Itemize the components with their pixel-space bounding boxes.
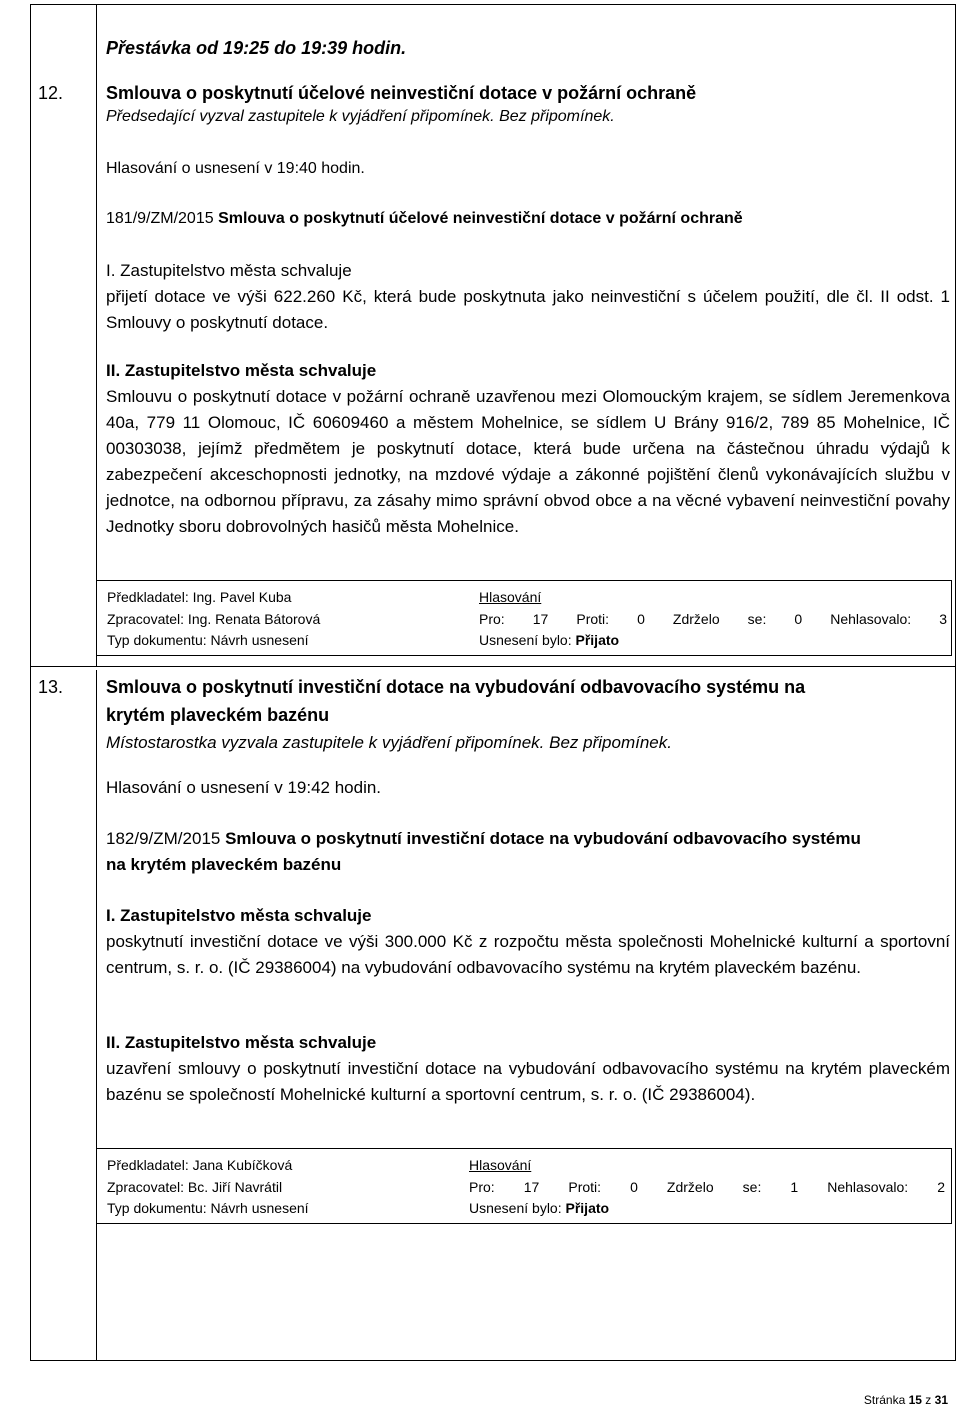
- vote-time: Hlasování o usnesení v 19:40 hodin.: [106, 160, 365, 177]
- proposer: Předkladatel: Jana Kubíčková: [107, 1157, 293, 1173]
- document-type: Typ dokumentu: Návrh usnesení: [107, 1200, 309, 1216]
- result-label: Usnesení bylo:: [479, 632, 576, 648]
- result-value: Přijato: [575, 632, 620, 648]
- number-column-divider: [96, 4, 97, 666]
- vote-time: Hlasování o usnesení v 19:42 hodin.: [106, 778, 382, 797]
- vote-result: [469, 1198, 609, 1219]
- page-total: 31: [934, 1393, 948, 1407]
- processor: Zpracovatel: Bc. Jiří Navrátil: [107, 1179, 283, 1195]
- resolution-number: 182/9/ZM/2015: [106, 829, 221, 848]
- item-title-line1: Smlouva o poskytnutí investiční dotace na vybudování odbavovacího systému na: [106, 677, 806, 697]
- resolution-info-box: [96, 1148, 952, 1224]
- resolution-heading: [106, 206, 743, 232]
- section-divider: [30, 666, 956, 667]
- break-notice: Přestávka od 19:25 do 19:39 hodin.: [106, 38, 407, 58]
- part1-heading: I. Zastupitelstvo města schvaluje: [106, 261, 352, 280]
- number-column-divider: [96, 670, 97, 1361]
- result-value: Přijato: [565, 1200, 610, 1216]
- part2-heading: II. Zastupitelstvo města schvaluje: [106, 361, 377, 380]
- part2-heading: II. Zastupitelstvo města schvaluje: [106, 1033, 377, 1052]
- resolution-info-box: [96, 580, 952, 656]
- page-current: 15: [908, 1393, 922, 1407]
- part2-text: Smlouvu o poskytnutí dotace v požární ochraně uzavřenou mezi Olomouckým krajem, se sídlem Jeremenkova 40a, 779 11 Olomouc, IČ 60609460 a městem Mohelnice, se sídlem U Brány 916/2, 789 85 Mohelnice, IČ 00303038, jejímž předmětem je poskytnutí dotace, která bude určena na částečnou úhradu výdajů k zabezpečení akceschopnosti jednotky, na mzdové výdaje a zákonné pojištění členů vykonávajících službu v jednotce, na odbornou přípravu, za zásahy mimo správní obvod obce a na věcné vybavení neinvestiční povahy Jednotky sboru dobrovolných hasičů města Mohelnice.: [106, 387, 950, 536]
- resolution-title: Smlouva o poskytnutí účelové neinvestiční dotace v požární ochraně: [218, 210, 743, 227]
- vote-counts: Pro: 17 Proti: 0 Zdrželo se: 0 Nehlasovalo: 3: [479, 611, 947, 627]
- document-type: Typ dokumentu: Návrh usnesení: [107, 632, 309, 648]
- part1-heading: I. Zastupitelstvo města schvaluje: [106, 906, 372, 925]
- vote-heading: Hlasování: [479, 589, 542, 605]
- resolution-title-line1: Smlouva o poskytnutí investiční dotace na vybudování odbavovacího systému: [225, 829, 861, 848]
- item-number: 13.: [38, 677, 64, 697]
- part1-text: poskytnutí investiční dotace ve výši 300.000 Kč z rozpočtu města společnosti Mohelnické kulturní a sportovní centrum, s. r. o. (IČ 29386004) na vybudování odbavovacího systému na krytém plaveckém bazénu.: [106, 932, 950, 977]
- item-note: Místostarostka vyzvala zastupitele k vyjádření připomínek. Bez připomínek.: [106, 733, 672, 752]
- part1-text: přijetí dotace ve výši 622.260 Kč, která bude poskytnuta jako neinvestiční s účelem použití, dle čl. II odst. 1 Smlouvy o poskytnutí dotace.: [106, 287, 950, 332]
- result-label: Usnesení bylo:: [469, 1200, 566, 1216]
- resolution-number: 181/9/ZM/2015: [106, 210, 214, 227]
- vote-heading: Hlasování: [469, 1157, 532, 1173]
- resolution-title-line2: na krytém plaveckém bazénu: [106, 855, 342, 874]
- item-title: Smlouva o poskytnutí účelové neinvestiční dotace v požární ochraně: [106, 83, 697, 103]
- page-number: [864, 1393, 948, 1407]
- page-prefix: Stránka: [863, 1393, 909, 1407]
- part2-text: uzavření smlouvy o poskytnutí investiční dotace na vybudování odbavovacího systému na krytém plaveckém bazénu se společností Mohelnické kulturní a sportovní centrum, s. r. o. (IČ 29386004).: [106, 1059, 950, 1104]
- proposer: Předkladatel: Ing. Pavel Kuba: [107, 589, 292, 605]
- item-number: 12.: [38, 83, 64, 103]
- item-note: Předsedající vyzval zastupitele k vyjádření připomínek. Bez připomínek.: [106, 108, 615, 125]
- item-title-line2: krytém plaveckém bazénu: [106, 705, 330, 725]
- vote-counts: Pro: 17 Proti: 0 Zdrželo se: 1 Nehlasovalo: 2: [469, 1179, 945, 1195]
- vote-result: [479, 630, 619, 651]
- page-separator: z: [921, 1393, 935, 1407]
- processor: Zpracovatel: Ing. Renata Bátorová: [107, 611, 321, 627]
- resolution-heading: [106, 826, 861, 852]
